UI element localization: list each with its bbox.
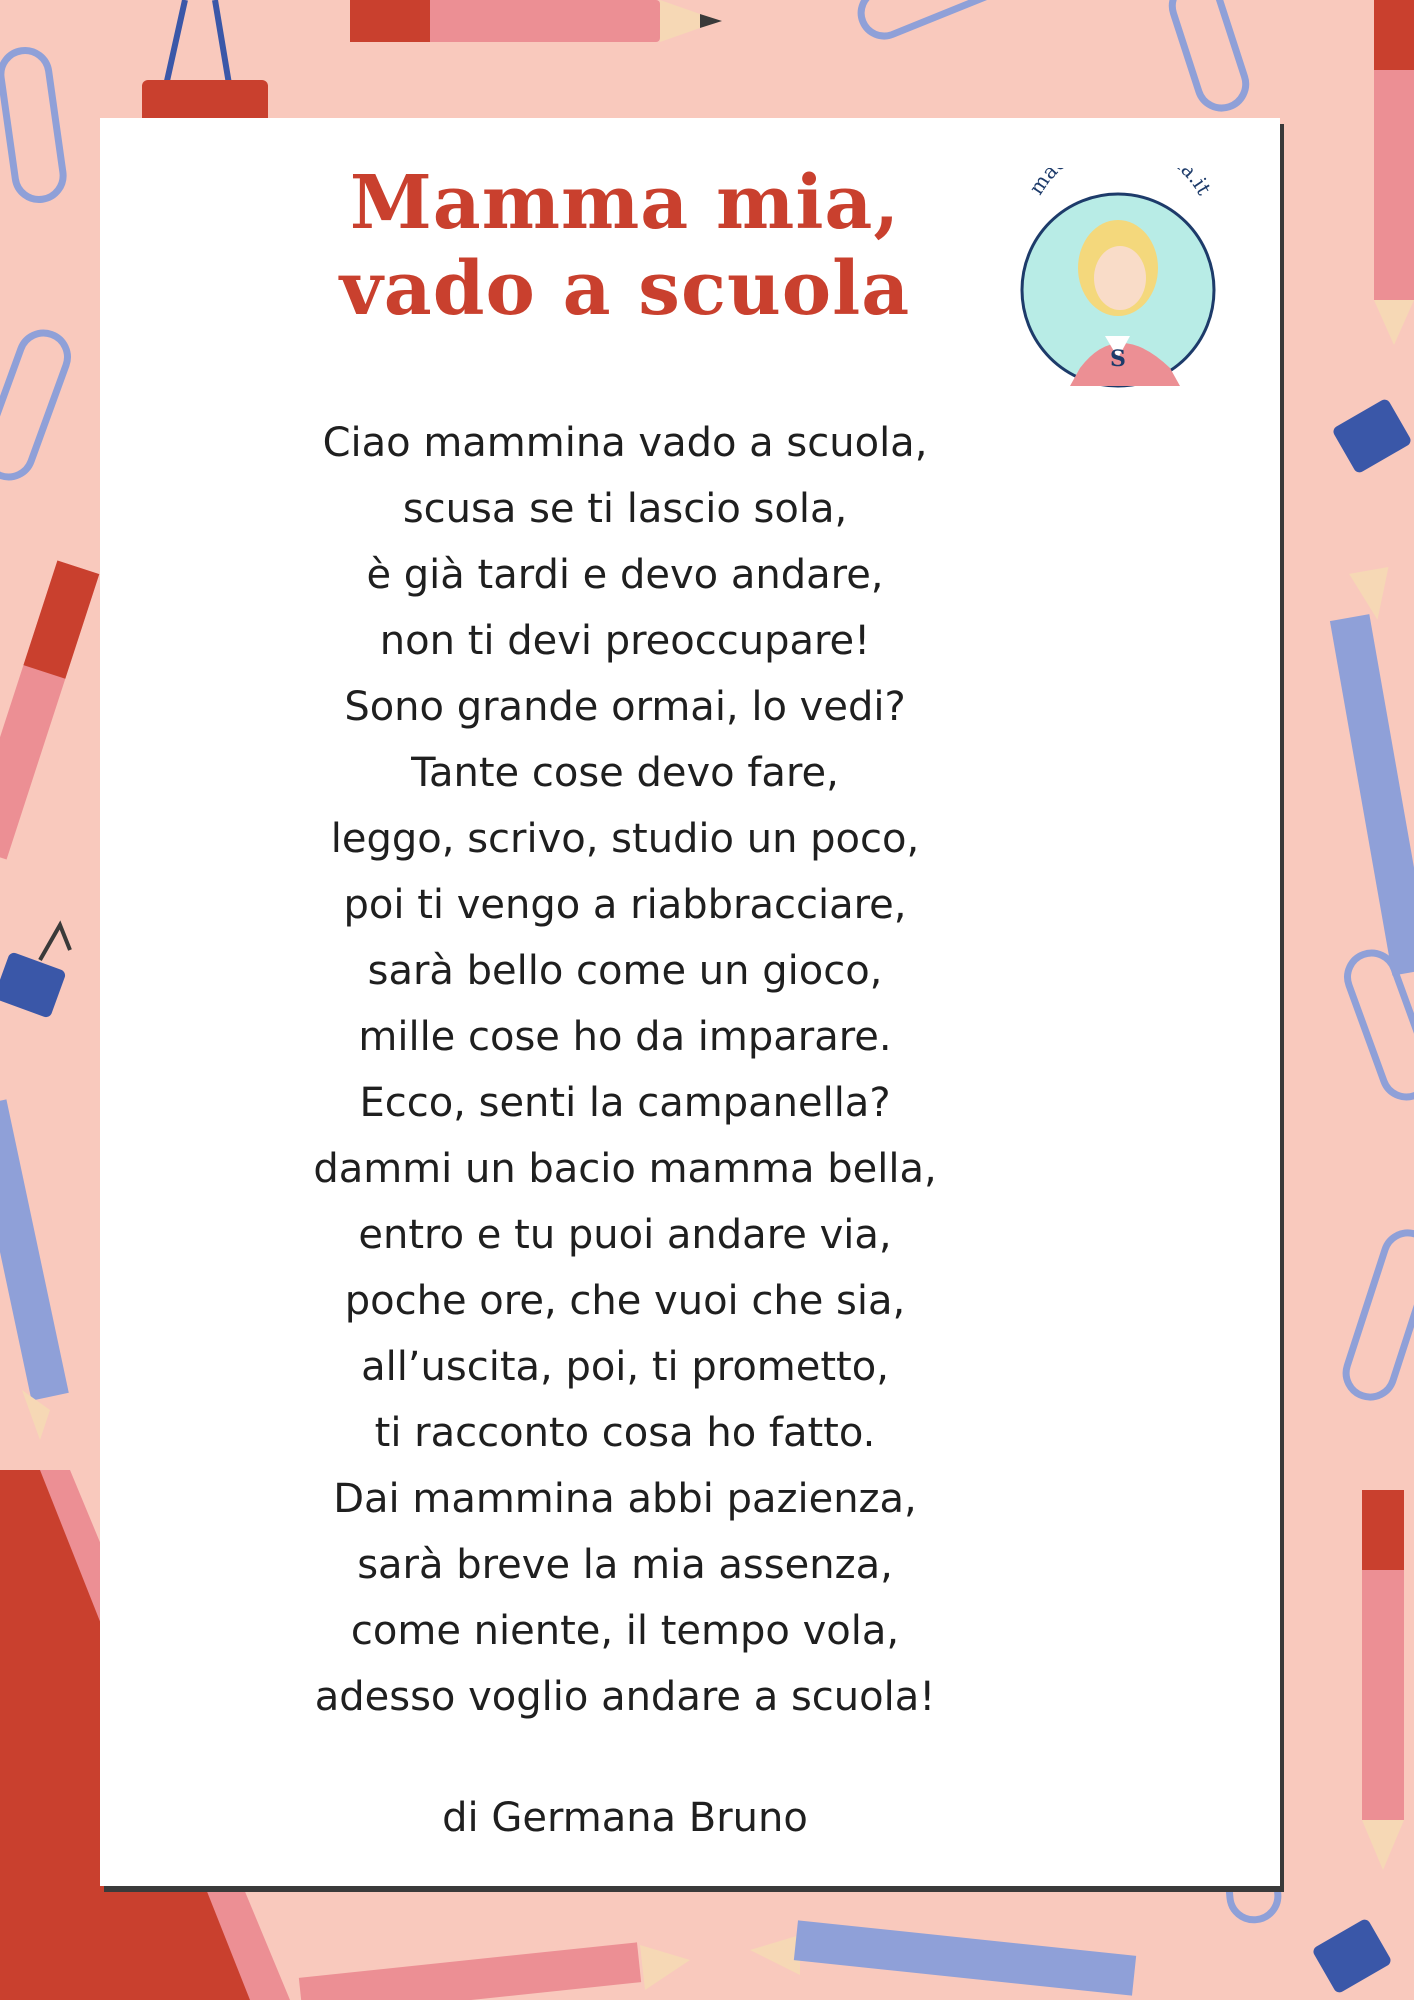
maestraemamma-logo bbox=[1010, 168, 1220, 428]
poem-line: sarà breve la mia assenza, bbox=[357, 1542, 893, 1588]
pencil-icon bbox=[299, 1942, 690, 2000]
poem-line: sarà bello come un gioco, bbox=[367, 948, 883, 994]
poem-line: poche ore, che vuoi che sia, bbox=[344, 1278, 906, 1324]
poem-line: come niente, il tempo vola, bbox=[350, 1608, 900, 1654]
poem-line: dammi un bacio mamma bella, bbox=[313, 1146, 937, 1192]
poem-line: scusa se ti lascio sola, bbox=[402, 486, 848, 532]
logo-text: ma a.it bbox=[1023, 168, 1217, 199]
poem-author: di Germana Bruno bbox=[442, 1795, 808, 1841]
poem-line: Ciao mammina vado a scuola, bbox=[322, 420, 928, 466]
poem-line: Dai mammina abbi pazienza, bbox=[333, 1476, 917, 1522]
poem-line: mille cose ho da imparare. bbox=[358, 1014, 892, 1060]
title-line-2: vado a scuola bbox=[339, 246, 911, 332]
poem-line: adesso voglio andare a scuola! bbox=[314, 1674, 936, 1720]
pencil-icon bbox=[1362, 1490, 1404, 1870]
poem-line: Tante cose devo fare, bbox=[411, 750, 839, 796]
poem-line: all’uscita, poi, ti prometto, bbox=[361, 1344, 889, 1390]
pencil-icon bbox=[1374, 0, 1414, 345]
poem-line: ti racconto cosa ho fatto. bbox=[374, 1410, 876, 1456]
logo-badge-letter: S bbox=[1110, 346, 1126, 372]
teacher-avatar-logo bbox=[1010, 168, 1220, 428]
poem-line: leggo, scrivo, studio un poco, bbox=[330, 816, 920, 862]
poem-line: poi ti vengo a riabbracciare, bbox=[343, 882, 907, 928]
pencil-icon bbox=[1330, 567, 1414, 976]
poem-line: Ecco, senti la campanella? bbox=[359, 1080, 891, 1126]
title-line-1: Mamma mia, bbox=[349, 160, 901, 246]
poem-line: è già tardi e devo andare, bbox=[366, 552, 884, 598]
poem-line: non ti devi preoccupare! bbox=[379, 618, 871, 664]
pencil-icon bbox=[350, 0, 722, 42]
poem-body bbox=[0, 410, 1250, 1730]
poem-line: entro e tu puoi andare via, bbox=[358, 1212, 892, 1258]
pencil-icon bbox=[750, 1920, 1136, 1995]
poem-line: Sono grande ormai, lo vedi? bbox=[344, 684, 906, 730]
